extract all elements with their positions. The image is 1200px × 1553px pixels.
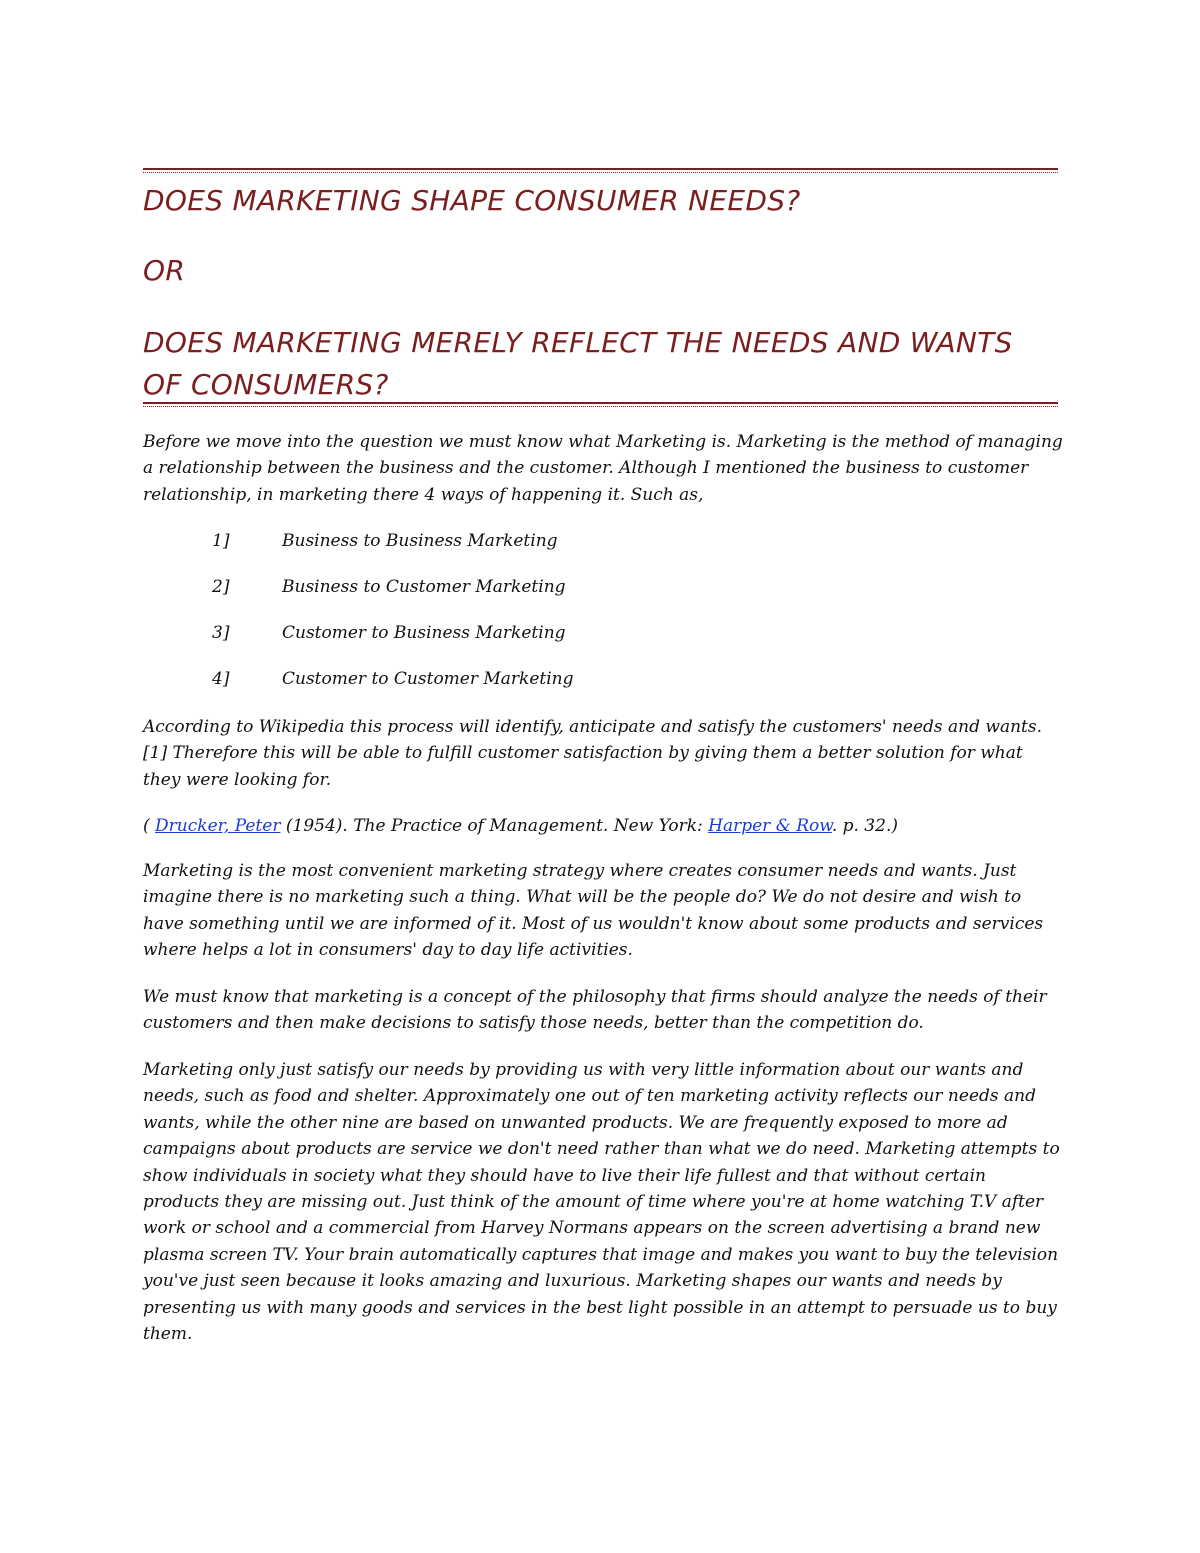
- wikipedia-paragraph: According to Wikipedia this process will identify, anticipate and satisfy the customers' needs and wants. [1] Therefore this will be able to fulfill customer satisfaction by giving them a better solution for what they were looking for.: [143, 717, 1042, 790]
- list-item: Customer to Business Marketing: [282, 623, 566, 643]
- list-number: 4]: [212, 669, 230, 689]
- list-number: 1]: [212, 531, 230, 551]
- paragraph-5: Marketing only just satisfy our needs by providing us with very little information about our wants and needs, such as food and shelter. Approximately one out of ten marketing activity reflects our needs and wants, while the other nine are based on unwanted products. We are frequently exposed to more ad campaigns about products are service we don't need rather than what we do need. Marketing attempts to show individuals in society what they should have to live their life fullest and that without certain products they are missing out. Just think of the amount of time where you're at home watching T.V after work or school and a commercial from Harvey Normans appears on the screen advertising a brand new plasma screen TV. Your brain automatically captures that image and makes you want to buy the television you've just seen because it looks amazing and luxurious. Marketing shapes our wants and needs by presenting us with many goods and services in the best light possible in an attempt to persuade us to buy them.: [143, 1060, 1060, 1345]
- heading-rule-bottom: [143, 402, 1058, 407]
- author-link[interactable]: Drucker, Peter: [155, 816, 281, 836]
- heading-rule-top: [143, 168, 1058, 173]
- reference-close: . p. 32.): [831, 816, 898, 836]
- reference-open: (: [143, 816, 156, 836]
- list-item: Business to Business Marketing: [282, 531, 558, 551]
- list-number: 3]: [212, 623, 230, 643]
- list-item: Business to Customer Marketing: [282, 577, 566, 597]
- reference-year-title: (1954). The Practice of Management. New York:: [280, 816, 709, 836]
- list-item: Customer to Customer Marketing: [282, 669, 574, 689]
- paragraph-4: We must know that marketing is a concept of the philosophy that firms should analyze the needs of their customers and then make decisions to satisfy those needs, better than the competition do.: [143, 987, 1047, 1034]
- paragraph-3: Marketing is the most convenient marketing strategy where creates consumer needs and wants. Just imagine there is no marketing such a thing. What will be the people do? We do not desire and wish to have something until we are informed of it. Most of us wouldn't know about some products and services where helps a lot in consumers' day to day life activities.: [143, 861, 1044, 961]
- title-heading-2: DOES MARKETING MERELY REFLECT THE NEEDS AND WANTS OF CONSUMERS?: [143, 326, 1013, 401]
- publisher-link[interactable]: Harper & Row: [708, 816, 832, 836]
- title-heading-or: OR: [143, 254, 186, 287]
- reference-citation: [143, 813, 1063, 839]
- title-heading-1: DOES MARKETING SHAPE CONSUMER NEEDS?: [143, 184, 801, 217]
- list-number: 2]: [212, 577, 230, 597]
- intro-paragraph: Before we move into the question we must know what Marketing is. Marketing is the method of managing a relationship between the business and the customer. Although I mentioned the business to customer relationship, in marketing there 4 ways of happening it. Such as,: [143, 432, 1063, 505]
